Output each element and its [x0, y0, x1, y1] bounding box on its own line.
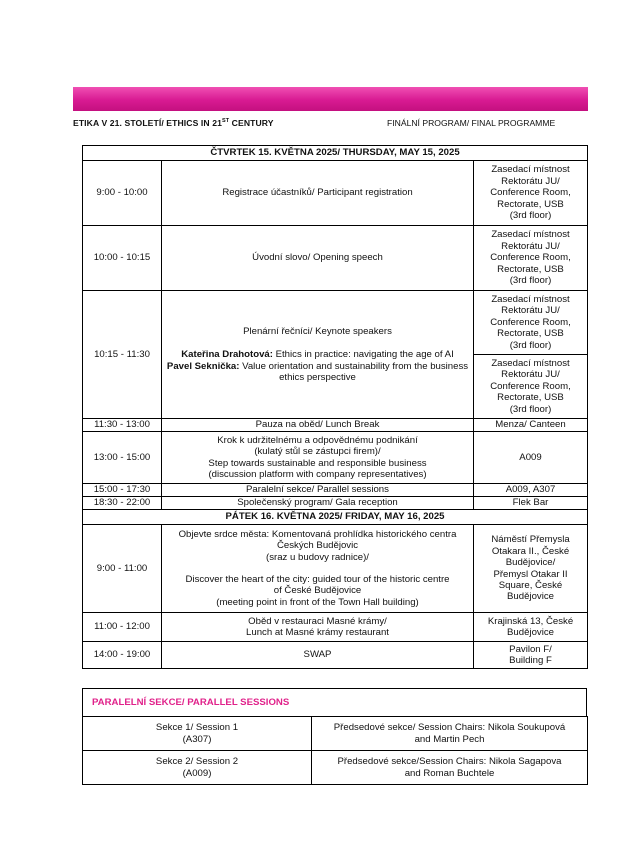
location-cell — [474, 161, 588, 226]
location-line: Otakara II., České — [491, 545, 570, 557]
location-line: Square, České — [498, 579, 563, 591]
location-line: Budějovice — [507, 627, 554, 638]
location-line: Rectorate, USB — [497, 392, 564, 404]
location-cell: Flek Bar — [474, 497, 588, 510]
parallel-sessions-section — [82, 688, 587, 785]
location-line: (3rd floor) — [509, 275, 552, 287]
session-room: (A009) — [182, 767, 212, 779]
event-line: Oběd v restauraci Masné krámy/ — [248, 615, 387, 627]
location-line: Krajinská 13, České — [487, 615, 574, 627]
time-cell: 10:00 - 10:15 — [83, 226, 162, 291]
event-line: of České Budějovice — [273, 585, 362, 597]
location-cell: Menza/ Canteen — [474, 419, 588, 432]
event-cell: SWAP — [162, 642, 474, 669]
time-cell: 9:00 - 11:00 — [83, 525, 162, 613]
day-header-friday — [83, 510, 588, 525]
location-cell — [474, 525, 588, 613]
time-cell: 11:30 - 13:00 — [83, 419, 162, 432]
location-line: Building F — [509, 655, 552, 666]
day-title: PÁTEK 16. KVĚTNA 2025/ FRIDAY, MAY 16, 2025 — [83, 510, 588, 525]
location-line: Zasedací místnost — [491, 164, 570, 176]
session-chairs-cell — [312, 751, 588, 785]
event-line: (sraz u budovy radnice)/ — [266, 551, 369, 563]
chairs-line: Předsedové sekce/Session Chairs: Nikola Sagapova — [337, 755, 562, 767]
location-line: Zasedací místnost — [491, 229, 570, 241]
time-cell: 14:00 - 19:00 — [83, 642, 162, 669]
speaker-2: Pavel Seknička: Value orientation and sustainability from the business ethics perspective — [166, 360, 469, 383]
event-line: Českých Budějovic — [276, 540, 359, 552]
time-cell: 18:30 - 22:00 — [83, 497, 162, 510]
location-line: (3rd floor) — [509, 210, 552, 222]
conference-title: ETIKA V 21. STOLETÍ/ ETHICS IN 21ST CENTURY — [73, 118, 274, 128]
session-chairs-cell — [312, 717, 588, 751]
location-line: Rectorate, USB — [497, 328, 564, 340]
table-row — [83, 226, 588, 291]
sessions-table — [82, 716, 588, 785]
table-row — [83, 525, 588, 613]
speaker-1: Kateřina Drahotová: Ethics in practice: navigating the age of AI — [181, 349, 454, 361]
location-line: Conference Room, — [490, 187, 571, 199]
location-line: Přemysl Otakar II — [493, 568, 568, 580]
day-header-thursday — [83, 146, 588, 161]
table-row — [83, 291, 588, 355]
event-line: Discover the heart of the city: guided tour of the historic centre — [185, 574, 450, 585]
program-table — [82, 145, 588, 669]
location-line: Zasedací místnost — [491, 293, 570, 305]
event-line: (kulatý stůl se zástupci firem)/ — [254, 446, 381, 458]
session-name-cell — [83, 717, 312, 751]
chairs-line: and Roman Buchtele — [404, 767, 495, 779]
location-cell — [474, 642, 588, 669]
location-line: Pavilon F/ — [509, 643, 552, 655]
location-line: Rektorátu JU/ — [501, 175, 560, 187]
location-cell — [474, 226, 588, 291]
table-row — [83, 419, 588, 432]
location-line: (3rd floor) — [509, 403, 552, 415]
table-row — [83, 717, 588, 751]
time-cell: 15:00 - 17:30 — [83, 484, 162, 497]
event-cell: Paralelní sekce/ Parallel sessions — [162, 484, 474, 497]
location-line: Rectorate, USB — [497, 198, 564, 210]
event-line: Step towards sustainable and responsible business — [208, 457, 427, 469]
header-band — [73, 87, 588, 111]
programme-label: FINÁLNÍ PROGRAM/ FINAL PROGRAMME — [387, 118, 556, 128]
location-cell: A009, A307 — [474, 484, 588, 497]
location-line: Budějovice/ — [505, 557, 556, 569]
time-cell: 9:00 - 10:00 — [83, 161, 162, 226]
event-cell: Úvodní slovo/ Opening speech — [162, 226, 474, 291]
location-cell: A009 — [474, 432, 588, 484]
table-row — [83, 751, 588, 785]
table-row — [83, 432, 588, 484]
table-row — [83, 642, 588, 669]
session-name: Sekce 1/ Session 1 — [155, 721, 239, 733]
location-line: Rektorátu JU/ — [501, 240, 560, 252]
location-cell — [474, 291, 588, 355]
event-cell: Pauza na oběd/ Lunch Break — [162, 419, 474, 432]
table-row — [83, 613, 588, 642]
event-cell — [162, 525, 474, 613]
session-name: Sekce 2/ Session 2 — [155, 755, 239, 767]
event-cell — [162, 432, 474, 484]
event-line: Objevte srdce města: Komentovaná prohlídka historického centra — [178, 528, 457, 540]
location-line: Rectorate, USB — [497, 263, 564, 275]
time-cell: 11:00 - 12:00 — [83, 613, 162, 642]
session-name-cell — [83, 751, 312, 785]
spacer — [164, 563, 471, 574]
sessions-title: PARALELNÍ SEKCE/ PARALLEL SESSIONS — [82, 688, 587, 716]
event-cell — [162, 613, 474, 642]
location-line: Budějovice — [507, 591, 554, 603]
location-line: Zasedací místnost — [491, 357, 570, 369]
event-line: Krok k udržitelnému a odpovědnému podnikání — [217, 434, 418, 446]
event-line: Lunch at Masné krámy restaurant — [246, 627, 389, 638]
chairs-line: Předsedové sekce/ Session Chairs: Nikola Soukupová — [333, 721, 566, 733]
time-cell: 10:15 - 11:30 — [83, 291, 162, 419]
location-line: Rektorátu JU/ — [501, 369, 560, 381]
location-line: Conference Room, — [490, 316, 571, 328]
table-row — [83, 484, 588, 497]
keynote-heading: Plenární řečníci/ Keynote speakers — [243, 325, 392, 337]
table-row — [83, 497, 588, 510]
location-line: (3rd floor) — [509, 339, 552, 351]
event-cell: Společenský program/ Gala reception — [162, 497, 474, 510]
table-row — [83, 161, 588, 226]
chairs-line: and Martin Pech — [414, 733, 485, 745]
event-line: (meeting point in front of the Town Hall building) — [216, 596, 419, 608]
time-cell: 13:00 - 15:00 — [83, 432, 162, 484]
location-cell — [474, 613, 588, 642]
day-title: ČTVRTEK 15. KVĚTNA 2025/ THURSDAY, MAY 15, 2025 — [83, 146, 588, 161]
location-line: Náměstí Přemysla — [491, 534, 570, 546]
event-cell: Registrace účastníků/ Participant registration — [162, 161, 474, 226]
event-line: (discussion platform with company representatives) — [208, 468, 427, 480]
location-line: Conference Room, — [490, 252, 571, 264]
session-room: (A307) — [182, 733, 212, 745]
location-cell — [474, 355, 588, 419]
location-line: Rektorátu JU/ — [501, 305, 560, 317]
event-cell — [162, 291, 474, 419]
location-line: Conference Room, — [490, 380, 571, 392]
